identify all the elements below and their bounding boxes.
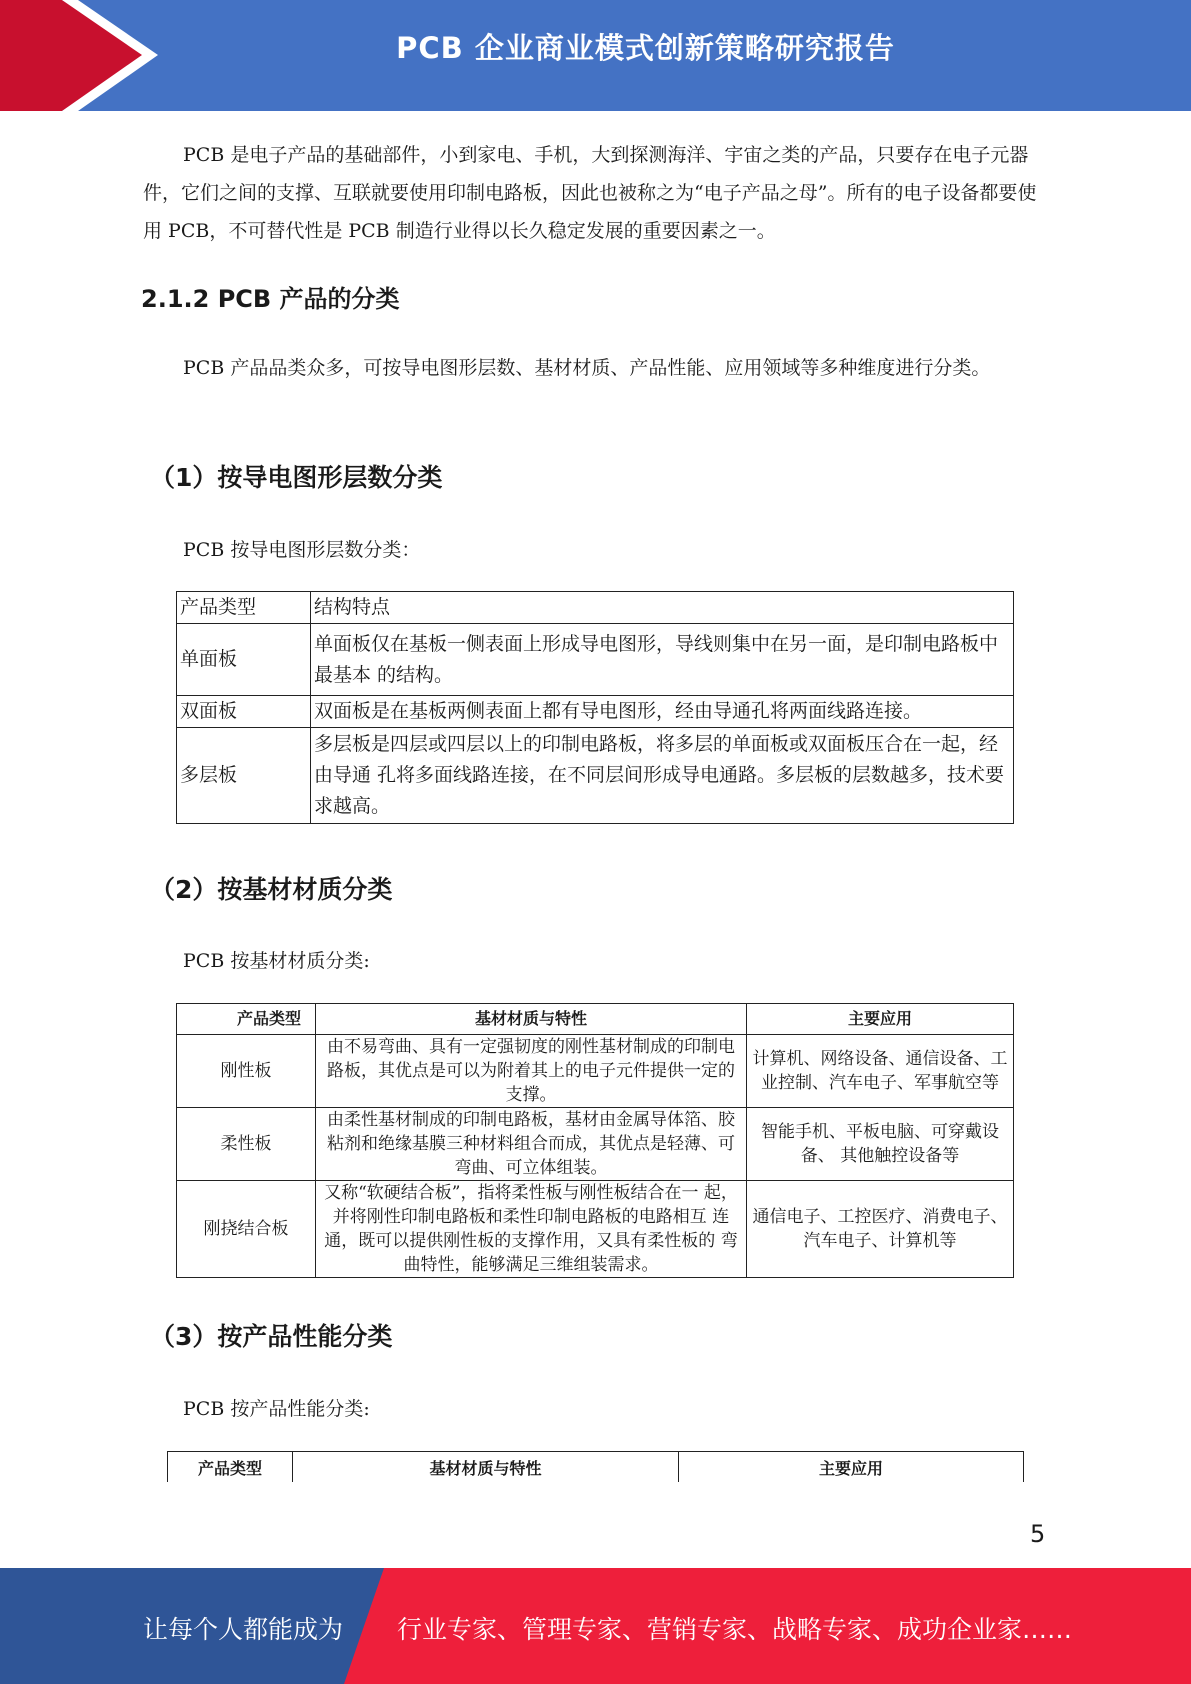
subsection-intro-performance: PCB 按产品性能分类:: [183, 1398, 370, 1420]
table-cell-desc: 由柔性基材制成的印制电路板，基材由金属导体箔、胶 粘剂和绝缘基膜三种材料组合而成，其优点是轻薄、可 弯曲、可立体组装。: [316, 1108, 747, 1181]
footer-slogan-left: 让每个人都能成为: [143, 1615, 344, 1644]
table-cell-application: 通信电子、工控医疗、消费电子、 汽车电子、计算机等: [747, 1181, 1014, 1278]
page-footer: [0, 1568, 1191, 1684]
table-header-cell: 结构特点: [311, 592, 1014, 624]
subsection-title-layers: （1）按导电图形层数分类: [150, 463, 443, 492]
table-header-cell: 基材材质与特性: [293, 1452, 679, 1483]
table-header-cell: 产品类型: [177, 1004, 316, 1035]
table-cell-type: 多层板: [177, 728, 311, 824]
section-title: 2.1.2 PCB 产品的分类: [141, 285, 400, 313]
table-header-cell: 产品类型: [177, 592, 311, 624]
table-row: [177, 1108, 1014, 1181]
subsection-intro-material: PCB 按基材材质分类:: [183, 950, 370, 972]
table-row: [177, 1181, 1014, 1278]
material-table: [176, 1003, 1014, 1278]
table-header-row: [177, 592, 1014, 624]
subsection-intro-layers: PCB 按导电图形层数分类：: [183, 539, 421, 561]
table-row: [177, 696, 1014, 728]
table-cell-application: 计算机、网络设备、通信设备、工 业控制、汽车电子、军事航空等: [747, 1035, 1014, 1108]
table-row: [177, 1035, 1014, 1108]
table-cell-desc: 由不易弯曲、具有一定强韧度的刚性基材制成的印制电 路板，其优点是可以为附着其上的电子元件提供一定的 支撑。: [316, 1035, 747, 1108]
table-row: [177, 728, 1014, 824]
table-header-row: [168, 1452, 1024, 1483]
table-cell-desc: 双面板是在基板两侧表面上都有导电图形，经由导通孔将两面线路连接。: [311, 696, 1014, 728]
table-header-cell: 主要应用: [747, 1004, 1014, 1035]
page-number: 5: [1030, 1520, 1046, 1548]
table-cell-type: 柔性板: [177, 1108, 316, 1181]
table-header-row: [177, 1004, 1014, 1035]
intro-paragraph: PCB 是电子产品的基础部件，小到家电、手机，大到探测海洋、宇宙之类的产品，只要存在电子元器件，它们之间的支撑、互联就要使用印制电路板，因此也被称之为“电子产品之母”。所有的电子设备都要使用 PCB，不可替代性是 PCB 制造行业得以长久稳定发展的重要因素之一。: [143, 144, 1037, 242]
header-title: PCB 企业商业模式创新策略研究报告: [396, 31, 895, 65]
table-cell-type: 刚挠结合板: [177, 1181, 316, 1278]
subsection-title-performance: （3）按产品性能分类: [150, 1322, 393, 1351]
performance-table: [167, 1451, 1024, 1482]
subsection-title-material: （2）按基材材质分类: [150, 875, 393, 904]
table-cell-desc: 单面板仅在基板一侧表面上形成导电图形，导线则集中在另一面，是印制电路板中最基本 的结构。: [311, 624, 1014, 696]
table-cell-type: 刚性板: [177, 1035, 316, 1108]
table-cell-type: 单面板: [177, 624, 311, 696]
table-header-cell: 产品类型: [168, 1452, 293, 1483]
table-cell-desc: 多层板是四层或四层以上的印制电路板，将多层的单面板或双面板压合在一起，经由导通 孔将多面线路连接，在不同层间形成导电通路。多层板的层数越多，技术要求越高。: [311, 728, 1014, 824]
classification-paragraph: PCB 产品品类众多，可按导电图形层数、基材材质、产品性能、应用领域等多种维度进行分类。: [183, 357, 991, 379]
table-row: [177, 624, 1014, 696]
page-header: [0, 0, 1191, 111]
table-cell-desc: 又称“软硬结合板”，指将柔性板与刚性板结合在一 起，并将刚性印制电路板和柔性印制电路板的电路相互 连通，既可以提供刚性板的支撑作用，又具有柔性板的 弯曲特性，能够满足三维组装需求。: [316, 1181, 747, 1278]
layers-table: [176, 591, 1014, 824]
table-header-cell: 主要应用: [679, 1452, 1024, 1483]
table-header-cell: 基材材质与特性: [316, 1004, 747, 1035]
table-cell-application: 智能手机、平板电脑、可穿戴设备、 其他触控设备等: [747, 1108, 1014, 1181]
footer-slogan-right: 行业专家、管理专家、营销专家、战略专家、成功企业家……: [397, 1615, 1073, 1644]
table-cell-type: 双面板: [177, 696, 311, 728]
